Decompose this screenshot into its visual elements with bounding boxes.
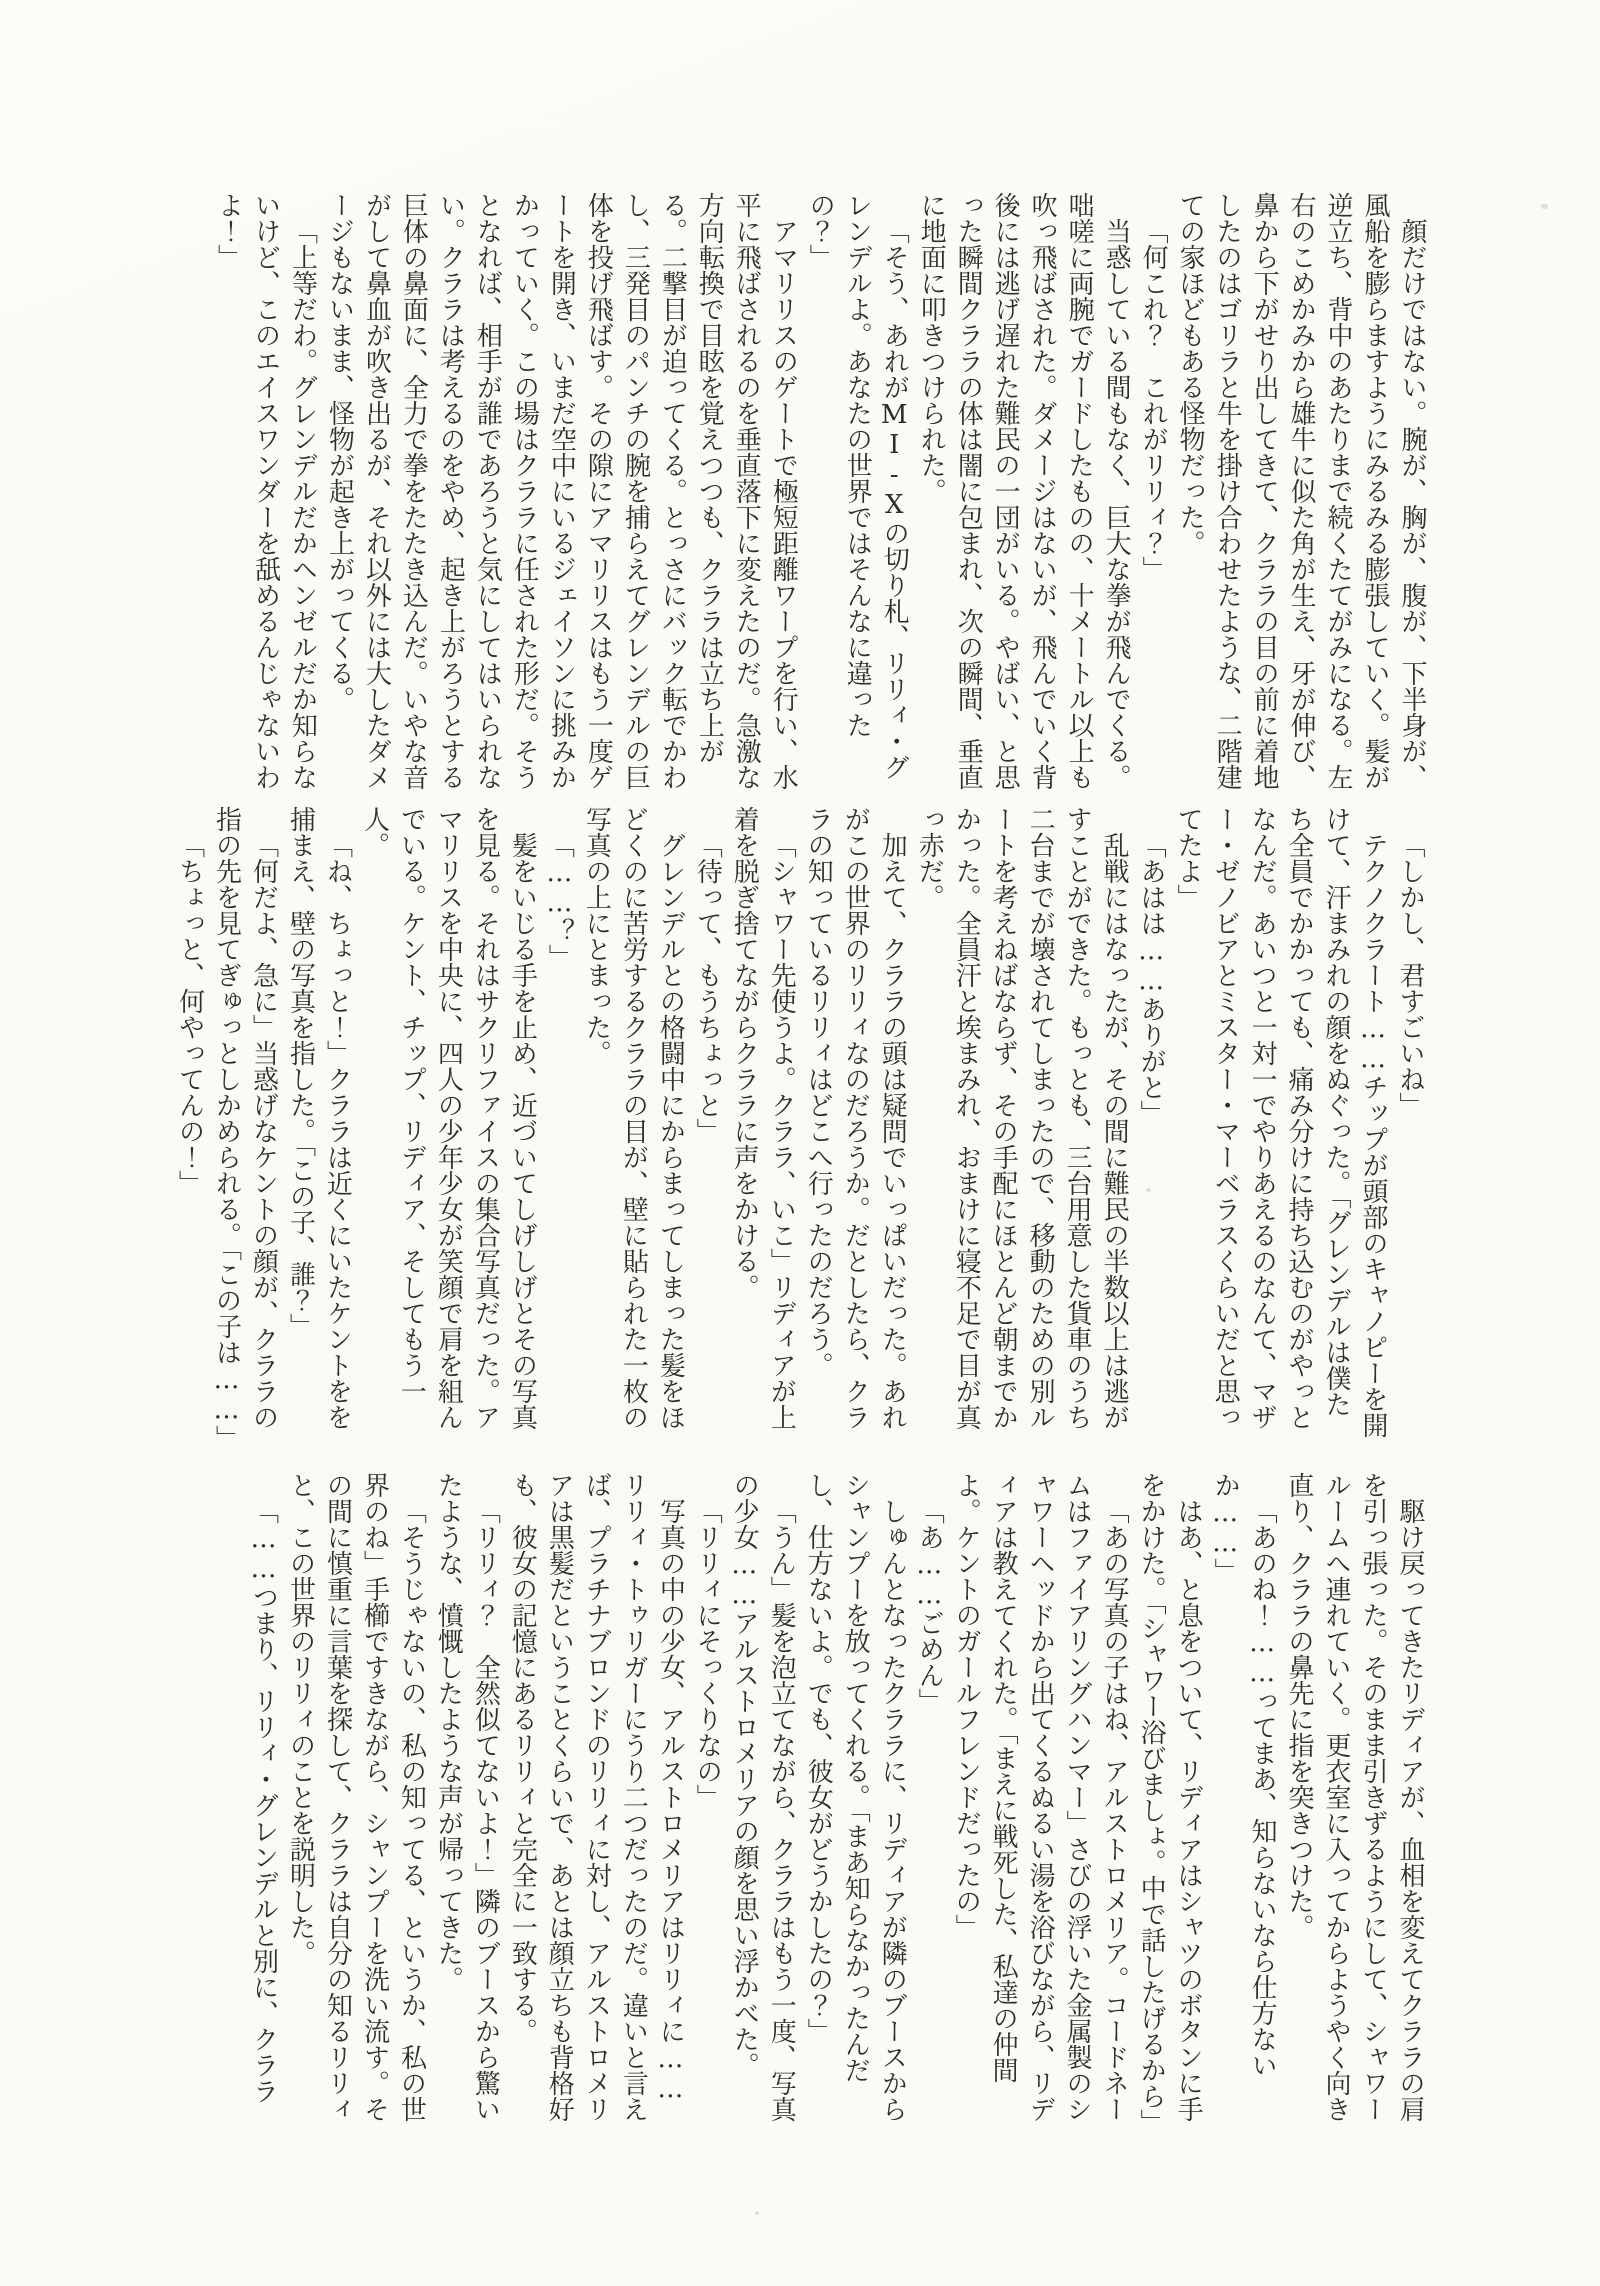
paragraph: 顔だけではない。腕が、胸が、腹が、下半身が、風船を膨らますようにみるみる膨張していく。髪が逆立ち、背中のあたりまで続くたてがみになる。左右のこめかみから雄牛に似た角が生え、牙が伸び、鼻から下がせり出してきて、クララの目の前に着地したのはゴリラと牛を掛け合わせたような、二階建ての家ほどもある怪物だった。 [1175,192,1427,790]
text-band-top [210,192,1430,794]
paragraph: アマリリスのゲートで極短距離ワープを行い、水平に飛ばされるのを垂直落下に変えたのだ。急激な方向転換で目眩を覚えつつも、クララは立ち上がる。二撃目が迫ってくる。とっさにバック転でかわし、三発目のパンチの腕を捕らえてグレンデルの巨体を投げ飛ばす。その隙にアマリリスはもう一度ゲートを開き、いまだ空中にいるジェイソンに挑みかかっていく。この場はクララに任された形だ。そうとなれば、相手が誰であろうと気にしてはいられない。クララは考えるのをやめ、起き上がろうとする巨体の鼻面に、全力で拳をたたき込んだ。いやな音がして鼻血が吹き出るが、それ以外には大したダメージもないまま、怪物が起き上がってくる。 [324,192,799,790]
paragraph: 髪をいじる手を止め、近づいてしげしげとその写真を見る。それはサクリファイスの集合写真だった。アマリリスを中央に、四人の少年少女が笑顔で肩を組んでいる。ケント、チップ、リディア、そしてもう一人。 [359,806,538,1430]
paragraph: 「そう、あれがMI‐Xの切り札、リリィ・グレンデルよ。あなたの世界ではそんなに違ったの？」 [805,192,910,780]
paragraph: 「待って、もうちょっと」 [692,832,723,1144]
paragraph: 駆け戻ってきたリディアが、血相を変えてクララの肩を引っ張った。そのまま引きずるようにして、シャワールームへ連れていく。更衣室に入ってからようやく向き直り、クララの鼻先に指を突きつけた。 [1284,1472,1425,2122]
paragraph: 「あの写真の子はね、アルストロメリア。コードネームはファイアリングハンマー」さびの浮いた金属製のシャワーヘッドから出てくるぬるい湯を浴びながら、リディアは教えてくれた。「まえに戦死した、私達の仲間よ。ケントのガールフレンドだったの」 [951,1472,1130,2122]
scan-speck [1146,1188,1151,1192]
paragraph: 「あはは……ありがと」 [1136,832,1167,1126]
paragraph: テクノクラート……チップが頭部のキャノピーを開けて、汗まみれの顔をぬぐった。「グレンデルは僕たち全員でかかっても、痛み分けに持ち込むのがやっとなんだ。あいつと一対一でやりあえるのなんて、マザー・ゼノビアとミスター・マーベラスくらいだと思ってたよ」 [1173,806,1389,1438]
scan-speck [755,2211,759,2215]
text-band-middle [171,806,1428,1451]
paragraph: 「……？」 [544,832,575,970]
paragraph: 「何これ？ これがリリィ？」 [1138,218,1169,582]
paragraph: 加えて、クララの頭は疑問でいっぱいだった。あれがこの世界のリリィなのだろうか。だとしたら、クララの知っているリリィはどこへ行ったのだろう。 [803,806,908,1430]
paragraph: 「リリィにそっくりなの」 [692,1498,723,1810]
scan-speck [1541,204,1548,209]
paragraph: 「リリィ？ 全然似てないよ！」隣のブースから驚いたような、憤慨したような声が帰ってきた。 [433,1472,501,2122]
paragraph: 乱戦にはなったが、その間に難民の半数以上は逃がすことができた。もっとも、三台用意した貨車のうち二台までが壊されてしまったので、移動のための別ルートを考えねばならず、その手配にほとんど朝までかかった。全員汗と埃まみれ、おまけに寝不足で目が真っ赤だ。 [914,806,1130,1430]
paragraph: はあ、と息をついて、リディアはシャツのボタンに手をかけた。「シャワー浴びましょ。中で話したげるから」 [1136,1472,1204,2135]
paragraph: 「シャワー先使うよ。クララ、いこ」リディアが上着を脱ぎ捨てながらクララに声をかける。 [729,806,797,1430]
paragraph: 「上等だわ。グレンデルだかヘンゼルだか知らないけど、このエイスワンダーを舐めるんじゃないわよ！」 [213,192,318,790]
paragraph: グレンデルとの格闘中にからまってしまった髪をほどくのに苦労するクララの目が、壁に貼られた一枚の写真の上にとまった。 [581,806,686,1430]
paragraph: 「ね、ちょっと！」クララは近くにいたケントをを捕まえ、壁の写真を指した。「この子、誰？」 [285,806,353,1430]
paragraph: 「そうじゃないの、私の知ってる、というか、私の世界のね」手櫛ですきながら、シャンプーを洗い流す。その間に慎重に言葉を探して、クララは自分の知るリリィと、この世界のリリィのことを説明した。 [285,1472,427,2122]
paragraph: しゅんとなったクララに、リディアが隣のブースからシャンプーを放ってくれる。「まあ知らなかったんだし、仕方ないよ。でも、彼女がどうかしたの？」 [803,1472,908,2122]
paragraph: 「……つまり、リリィ・グレンデルと別に、クララ [248,1498,279,2104]
text-band-bottom [245,1472,1429,2135]
paragraph: 「何だよ、急に」当惑げなケントの顔が、クララの指の先を見てぎゅっとしかめられる。「この子は……」 [211,806,279,1451]
paragraph: 「あ……ごめん」 [914,1498,945,1714]
paragraph: 「あのね！……ってまあ、知らないなら仕方ないか……」 [1210,1472,1278,2078]
paragraph: 「しかし、君すごいね」 [1395,832,1425,1118]
paragraph: 写真の中の少女、アルストロメリアはリリィに……リリィ・トゥリガーにうり二つだったのだ。違いと言えば、プラチナブロンドのリリィに対し、アルストロメリアは黒髪だということくらいで、あとは顔立ちも背格好も、彼女の記憶にあるリリィと完全に一致する。 [507,1472,686,2122]
paragraph: 「ちょっと、何やってんの！」 [174,832,205,1196]
paragraph: 「うん」髪を泡立てながら、クララはもう一度、写真の少女……アルストロメリアの顔を思い浮かべた。 [729,1472,797,2122]
paragraph: 当惑している間もなく、巨大な拳が飛んでくる。咄嗟に両腕でガードしたものの、十メートル以上も吹っ飛ばされた。ダメージはないが、飛んでいく背後には逃げ遅れた難民の一団がいる。やばい、と思った瞬間クララの体は闇に包まれ、次の瞬間、垂直に地面に叩きつけられた。 [916,192,1132,790]
